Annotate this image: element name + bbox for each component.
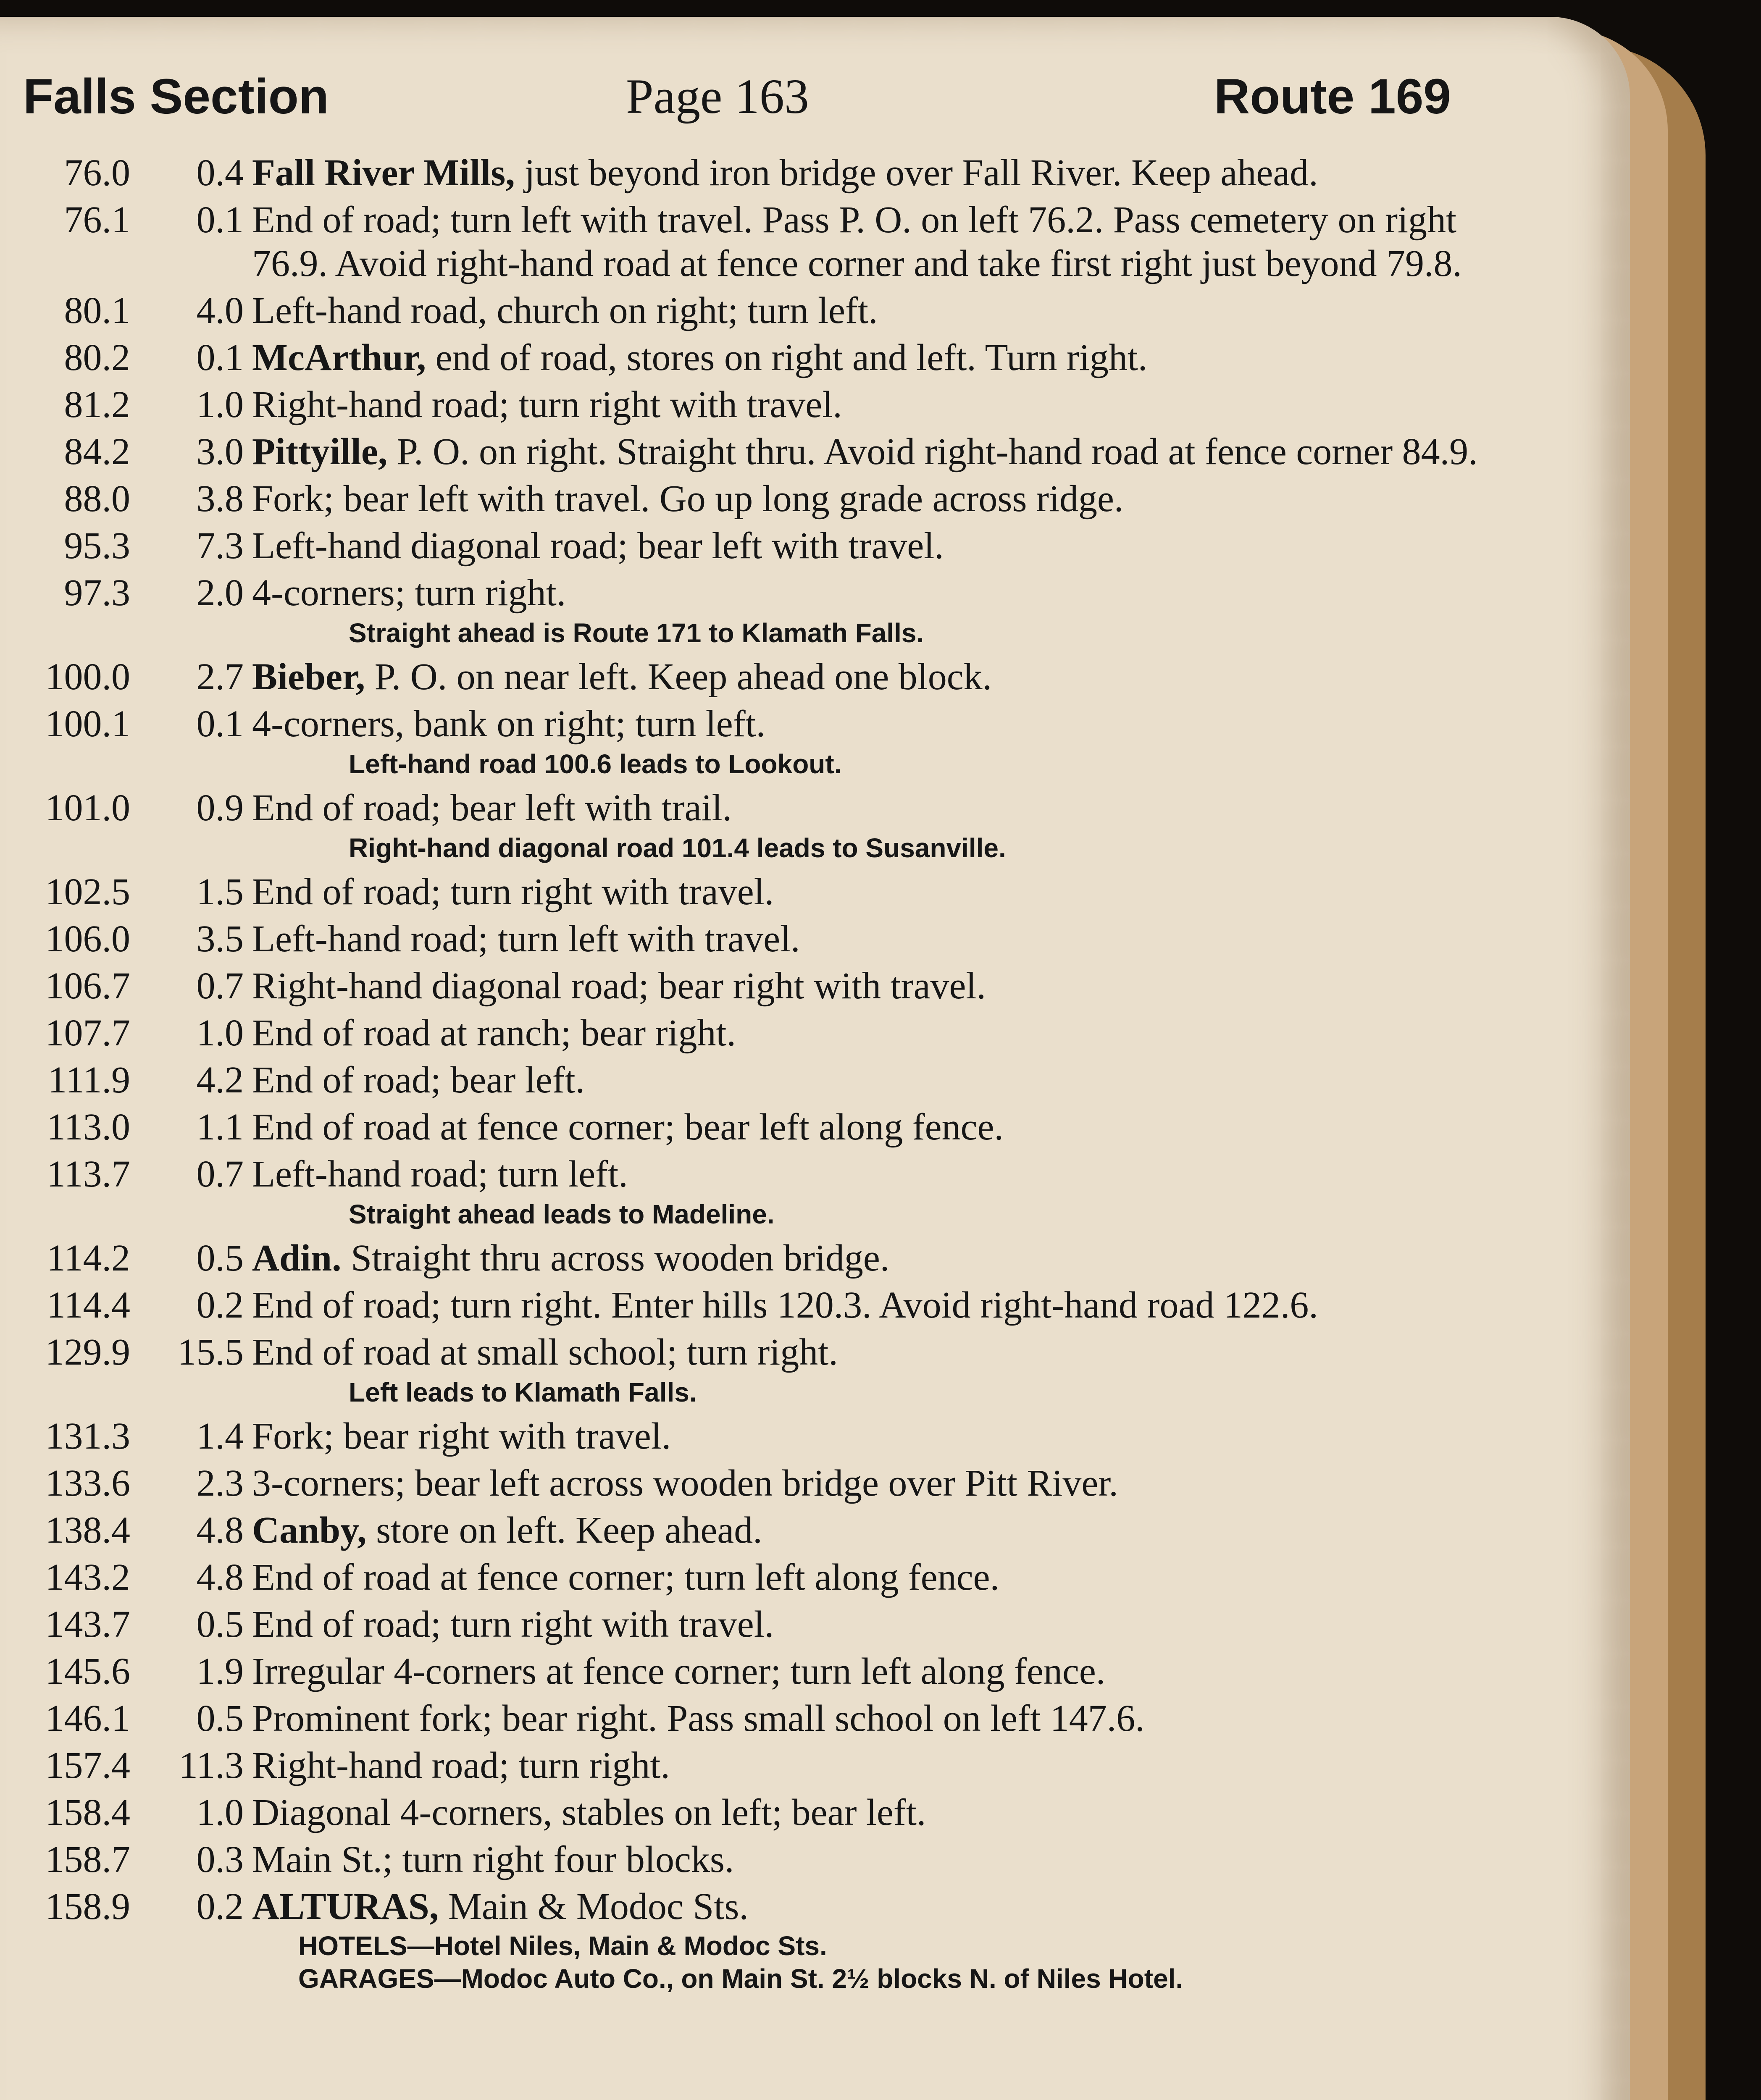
total-mileage: 143.2 (45, 1557, 130, 1598)
between-mileage: 1.9 (196, 1651, 244, 1692)
direction-row (17, 477, 1504, 521)
total-mileage: 76.0 (64, 152, 130, 194)
direction-text (252, 917, 1504, 961)
total-mileage: 129.9 (45, 1331, 130, 1373)
route-note: Right-hand diagonal road 101.4 leads to Susanville. (349, 833, 1006, 863)
between-mileage: 11.3 (179, 1745, 244, 1786)
total-mileage: 113.0 (46, 1106, 130, 1148)
between-mileage: 7.3 (196, 525, 244, 567)
between-mileage: 0.3 (196, 1839, 244, 1880)
direction-text (252, 289, 1504, 333)
direction-instruction: just beyond iron bridge over Fall River. Keep ahead. (515, 152, 1318, 194)
direction-row (17, 430, 1504, 474)
direction-row (17, 1011, 1504, 1055)
total-mileage: 84.2 (64, 431, 130, 472)
direction-text (252, 1885, 1504, 1929)
direction-instruction: Fork; bear right with travel. (252, 1415, 671, 1457)
direction-text (252, 1744, 1504, 1788)
direction-row (17, 1697, 1504, 1740)
direction-row (17, 917, 1504, 961)
direction-text (252, 1152, 1504, 1196)
direction-instruction: Left-hand diagonal road; bear left with travel. (252, 525, 944, 567)
direction-instruction: Right-hand road; turn right. (252, 1745, 670, 1786)
between-mileage: 0.2 (196, 1284, 244, 1326)
direction-instruction: Main St.; turn right four blocks. (252, 1839, 734, 1880)
direction-row (17, 655, 1504, 699)
between-mileage: 0.5 (196, 1237, 244, 1279)
direction-text (252, 151, 1504, 195)
between-mileage: 3.5 (196, 918, 244, 960)
between-mileage: 0.9 (196, 787, 244, 829)
between-mileage: 2.0 (196, 572, 244, 614)
direction-instruction: 4-corners; turn right. (252, 572, 566, 614)
total-mileage: 102.5 (45, 871, 130, 913)
direction-text (252, 1105, 1504, 1149)
route-header: Route 169 (1214, 69, 1451, 124)
route-note: Left leads to Klamath Falls. (349, 1377, 697, 1407)
between-mileage: 2.3 (196, 1462, 244, 1504)
total-mileage: 145.6 (45, 1651, 130, 1692)
direction-text (252, 870, 1504, 914)
direction-text (252, 336, 1504, 380)
between-mileage: 1.4 (196, 1415, 244, 1457)
between-mileage: 0.1 (196, 703, 244, 745)
direction-row (17, 1058, 1504, 1102)
direction-instruction: Left-hand road, church on right; turn left. (252, 290, 878, 331)
between-mileage: 0.1 (196, 337, 244, 378)
total-mileage: 158.9 (45, 1886, 130, 1927)
route-note: Left-hand road 100.6 leads to Lookout. (349, 749, 842, 779)
between-mileage: 0.2 (196, 1886, 244, 1927)
direction-instruction: end of road, stores on right and left. Turn right. (426, 337, 1148, 378)
place-name: Pittyille, (252, 431, 388, 472)
direction-text (252, 1838, 1504, 1882)
total-mileage: 114.2 (46, 1237, 130, 1279)
direction-row (17, 1885, 1504, 1929)
between-mileage: 0.4 (196, 152, 244, 194)
direction-instruction: store on left. Keep ahead. (366, 1509, 762, 1551)
direction-row (17, 1284, 1504, 1327)
between-mileage: 1.0 (196, 1012, 244, 1054)
direction-instruction: End of road; turn left with travel. Pass P. O. on left 76.2. Pass cemetery on right 76.9. Avoid right-hand road at fence corner and take first right just beyond 79.8. (252, 199, 1462, 284)
total-mileage: 158.4 (45, 1792, 130, 1833)
direction-row (17, 1603, 1504, 1646)
direction-instruction: Right-hand diagonal road; bear right with travel. (252, 965, 986, 1007)
total-mileage: 106.0 (45, 918, 130, 960)
between-mileage: 3.0 (196, 431, 244, 472)
direction-instruction: Left-hand road; turn left with travel. (252, 918, 800, 960)
direction-row (17, 786, 1504, 830)
direction-instruction: End of road; bear left. (252, 1059, 585, 1101)
route-directions-table (17, 151, 1504, 2000)
direction-text (252, 1697, 1504, 1740)
direction-text (252, 1011, 1504, 1055)
direction-text (252, 1415, 1504, 1458)
between-mileage: 2.7 (196, 656, 244, 698)
book-page (0, 17, 1630, 2100)
direction-text (252, 477, 1504, 521)
direction-row (17, 1236, 1504, 1280)
direction-text (252, 964, 1504, 1008)
direction-text (252, 1462, 1504, 1505)
place-name: Bieber, (252, 656, 365, 698)
direction-text (252, 1509, 1504, 1552)
direction-row (17, 1791, 1504, 1835)
between-mileage: 0.5 (196, 1698, 244, 1739)
direction-text (252, 430, 1504, 474)
total-mileage: 114.4 (46, 1284, 130, 1326)
direction-instruction: Fork; bear left with travel. Go up long grade across ridge. (252, 478, 1124, 520)
direction-instruction: 4-corners, bank on right; turn left. (252, 703, 766, 745)
total-mileage: 100.1 (45, 703, 130, 745)
total-mileage: 131.3 (45, 1415, 130, 1457)
route-note: Straight ahead leads to Madeline. (349, 1199, 775, 1229)
direction-instruction: P. O. on near left. Keep ahead one block. (365, 656, 992, 698)
total-mileage: 146.1 (45, 1698, 130, 1739)
total-mileage: 133.6 (45, 1462, 130, 1504)
direction-text (252, 1284, 1504, 1327)
total-mileage: 143.7 (45, 1604, 130, 1645)
place-name: Adin. (252, 1237, 342, 1279)
between-mileage: 15.5 (177, 1331, 244, 1373)
direction-text (252, 524, 1504, 568)
hotels-line: HOTELS—Hotel Niles, Main & Modoc Sts. (298, 1931, 827, 1961)
direction-instruction: Left-hand road; turn left. (252, 1153, 628, 1195)
between-mileage: 4.2 (196, 1059, 244, 1101)
total-mileage: 101.0 (45, 787, 130, 829)
place-name: ALTURAS, (252, 1886, 439, 1927)
hotels-note (17, 1929, 1504, 1995)
direction-row (17, 1556, 1504, 1599)
direction-instruction: Right-hand road; turn right with travel. (252, 384, 842, 425)
between-mileage: 0.7 (196, 965, 244, 1007)
place-name: McArthur, (252, 337, 426, 378)
total-mileage: 107.7 (45, 1012, 130, 1054)
direction-row (17, 1838, 1504, 1882)
direction-instruction: Irregular 4-corners at fence corner; turn left along fence. (252, 1651, 1106, 1692)
total-mileage: 76.1 (64, 199, 130, 241)
total-mileage: 113.7 (46, 1153, 130, 1195)
place-name: Fall River Mills, (252, 152, 515, 194)
direction-row (17, 870, 1504, 914)
direction-instruction: Prominent fork; bear right. Pass small school on left 147.6. (252, 1698, 1145, 1739)
direction-instruction: 3-corners; bear left across wooden bridge over Pitt River. (252, 1462, 1118, 1504)
direction-row (17, 1509, 1504, 1552)
direction-text (252, 786, 1504, 830)
direction-instruction: End of road at fence corner; bear left along fence. (252, 1106, 1004, 1148)
direction-text (252, 1791, 1504, 1835)
between-mileage: 4.8 (196, 1509, 244, 1551)
garages-line: GARAGES—Modoc Auto Co., on Main St. 2½ blocks N. of Niles Hotel. (298, 1964, 1183, 1994)
direction-instruction: End of road; bear left with trail. (252, 787, 732, 829)
total-mileage: 138.4 (45, 1509, 130, 1551)
direction-row (17, 1650, 1504, 1693)
direction-row (17, 571, 1504, 615)
direction-text (252, 383, 1504, 427)
direction-text (252, 1236, 1504, 1280)
direction-instruction: End of road; turn right. Enter hills 120.3. Avoid right-hand road 122.6. (252, 1284, 1318, 1326)
direction-instruction: End of road at fence corner; turn left along fence. (252, 1557, 1000, 1598)
section-header: Falls Section (23, 69, 329, 124)
direction-text (252, 702, 1504, 746)
direction-instruction: End of road; turn right with travel. (252, 1604, 774, 1645)
direction-instruction: P. O. on right. Straight thru. Avoid right-hand road at fence corner 84.9. (387, 431, 1478, 472)
direction-instruction: Diagonal 4-corners, stables on left; bear left. (252, 1792, 926, 1833)
direction-row (17, 198, 1504, 286)
direction-row (17, 1415, 1504, 1458)
direction-text (252, 1556, 1504, 1599)
between-mileage: 1.1 (196, 1106, 244, 1148)
between-mileage: 0.1 (196, 199, 244, 241)
direction-row (17, 383, 1504, 427)
direction-text (252, 1058, 1504, 1102)
between-mileage: 4.0 (196, 290, 244, 331)
total-mileage: 88.0 (64, 478, 130, 520)
place-name: Canby, (252, 1509, 367, 1551)
direction-instruction: Straight thru across wooden bridge. (341, 1237, 890, 1279)
total-mileage: 97.3 (64, 572, 130, 614)
direction-row (17, 1105, 1504, 1149)
route-note: Straight ahead is Route 171 to Klamath Falls. (349, 618, 924, 648)
direction-row (17, 702, 1504, 746)
direction-row (17, 289, 1504, 333)
direction-text (252, 1603, 1504, 1646)
direction-row (17, 1462, 1504, 1505)
direction-row (17, 1744, 1504, 1788)
direction-text (252, 198, 1504, 286)
total-mileage: 80.1 (64, 290, 130, 331)
total-mileage: 106.7 (45, 965, 130, 1007)
between-mileage: 0.7 (196, 1153, 244, 1195)
between-mileage: 1.0 (196, 1792, 244, 1833)
direction-row (17, 1152, 1504, 1196)
direction-text (252, 1650, 1504, 1693)
total-mileage: 80.2 (64, 337, 130, 378)
total-mileage: 100.0 (45, 656, 130, 698)
between-mileage: 3.8 (196, 478, 244, 520)
total-mileage: 157.4 (45, 1745, 130, 1786)
direction-row (17, 1331, 1504, 1374)
between-mileage: 1.0 (196, 384, 244, 425)
total-mileage: 81.2 (64, 384, 130, 425)
between-mileage: 1.5 (196, 871, 244, 913)
page-number: Page 163 (626, 69, 809, 124)
direction-row (17, 524, 1504, 568)
direction-instruction: End of road at ranch; bear right. (252, 1012, 736, 1054)
direction-row (17, 336, 1504, 380)
direction-instruction: End of road at small school; turn right. (252, 1331, 838, 1373)
total-mileage: 95.3 (64, 525, 130, 567)
between-mileage: 4.8 (196, 1557, 244, 1598)
direction-row (17, 964, 1504, 1008)
total-mileage: 158.7 (45, 1839, 130, 1880)
direction-text (252, 571, 1504, 615)
total-mileage: 111.9 (48, 1059, 130, 1101)
between-mileage: 0.5 (196, 1604, 244, 1645)
direction-row (17, 151, 1504, 195)
direction-instruction: End of road; turn right with travel. (252, 871, 774, 913)
direction-text (252, 655, 1504, 699)
direction-text (252, 1331, 1504, 1374)
direction-instruction: Main & Modoc Sts. (439, 1886, 749, 1927)
